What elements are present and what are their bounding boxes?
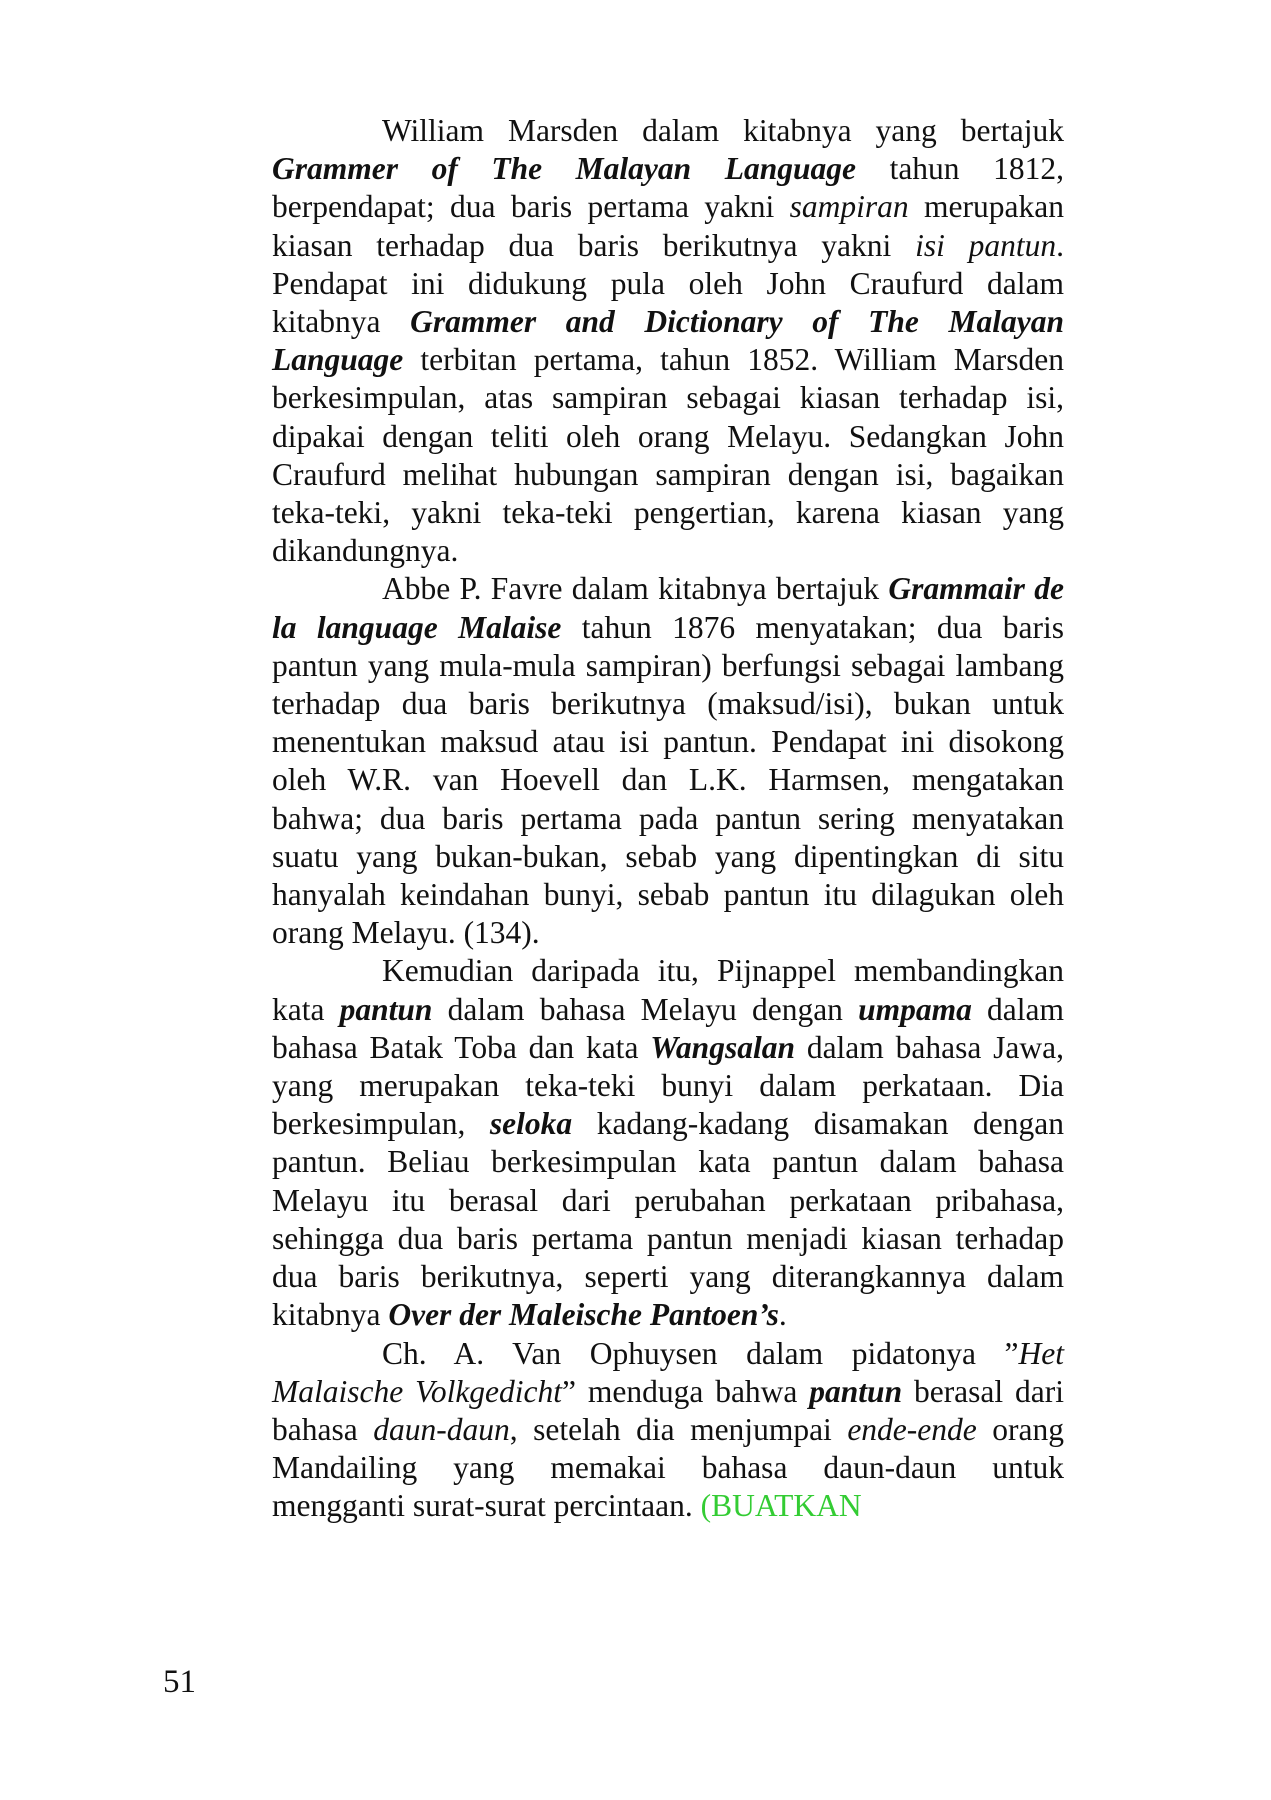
text: dalam bahasa Melayu dengan	[432, 991, 859, 1027]
page-body	[272, 112, 1064, 1526]
term: pantun	[339, 991, 433, 1027]
text: dalam bahasa Batak Toba dan kata	[272, 991, 1064, 1065]
paragraph-marsden	[272, 112, 1064, 570]
book-title: Grammer and Dictionary of The Malayan Language	[272, 304, 1064, 378]
text: Abbe P. Favre dalam kitabnya bertajuk	[382, 571, 889, 607]
text: berasal dari bahasa	[272, 1373, 1064, 1447]
term: Wangsalan	[650, 1029, 795, 1065]
book-title: Grammer of The Malayan Language	[272, 151, 857, 187]
text: merupakan kiasan terhadap dua baris berikutnya yakni	[272, 189, 1064, 263]
text: tahun 1876 menyatakan; dua baris pantun yang mula-mula sampiran) berfungsi sebagai lambang terhadap dua baris berikutnya (maksud/isi), bukan untuk menentukan maksud atau isi pantun. Pendapat ini disokong oleh W.R. van Hoevell dan L.K. Harmsen, mengatakan bahwa; dua baris pertama pada pantun sering menyatakan suatu yang bukan-bukan, sebab yang dipentingkan di situ hanyalah keindahan bunyi, sebab pantun itu dilagukan oleh orang Melayu. (134).	[272, 609, 1064, 951]
text: Kemudian daripada itu, Pijnappel membandingkan kata	[272, 953, 1064, 1027]
term: pantun	[809, 1373, 903, 1409]
text: tahun 1812, berpendapat; dua baris pertama yakni	[272, 151, 1064, 225]
book-title: Over der Maleische Pantoen’s	[388, 1297, 779, 1333]
term: daun-daun	[373, 1411, 510, 1447]
term: seloka	[489, 1106, 573, 1142]
text: dalam bahasa Jawa, yang merupakan teka-teki bunyi dalam perkataan. Dia berkesimpulan,	[272, 1029, 1065, 1142]
text: Ch. A. Van Ophuysen dalam pidatonya ”	[382, 1335, 1019, 1371]
paragraph-favre	[272, 570, 1064, 952]
page-number: 51	[163, 1664, 196, 1700]
term: sampiran	[789, 189, 909, 225]
text: terbitan pertama, tahun 1852. William Marsden berkesimpulan, atas sampiran sebagai kiasan terhadap isi, dipakai dengan teliti oleh orang Melayu. Sedangkan John Craufurd melihat hubungan sampiran dengan isi, bagaikan teka-teki, yakni teka-teki pengertian, karena kiasan yang dikandungnya.	[272, 342, 1064, 569]
book-title: Grammair de la language Malaise	[272, 571, 1064, 645]
text: , setelah dia menjumpai	[509, 1411, 848, 1447]
speech-title: Het Malaische Volkgedicht	[272, 1335, 1064, 1409]
term: umpama	[858, 991, 972, 1027]
term: isi pantun	[915, 227, 1057, 263]
text: William Marsden dalam kitabnya yang bertajuk	[382, 113, 1064, 148]
paragraph-pijnappel	[272, 952, 1064, 1334]
paragraph-ophuysen	[272, 1335, 1064, 1526]
text: .	[778, 1297, 787, 1333]
text: . Pendapat ini didukung pula oleh John Craufurd dalam kitabnya	[272, 227, 1065, 340]
term: ende-ende	[847, 1411, 977, 1447]
text: ” menduga bahwa	[562, 1373, 810, 1409]
text: kadang-kadang disamakan dengan pantun. Beliau berkesimpulan kata pantun dalam bahasa Melayu itu berasal dari perubahan perkataan pribahasa, sehingga dua baris pertama pantun menjadi kiasan terhadap dua baris berikutnya, seperti yang diterangkannya dalam kitabnya	[272, 1106, 1064, 1333]
editor-note: (BUATKAN	[700, 1488, 862, 1524]
text: orang Mandailing yang memakai bahasa daun-daun untuk mengganti surat-surat percintaan.	[272, 1411, 1064, 1524]
